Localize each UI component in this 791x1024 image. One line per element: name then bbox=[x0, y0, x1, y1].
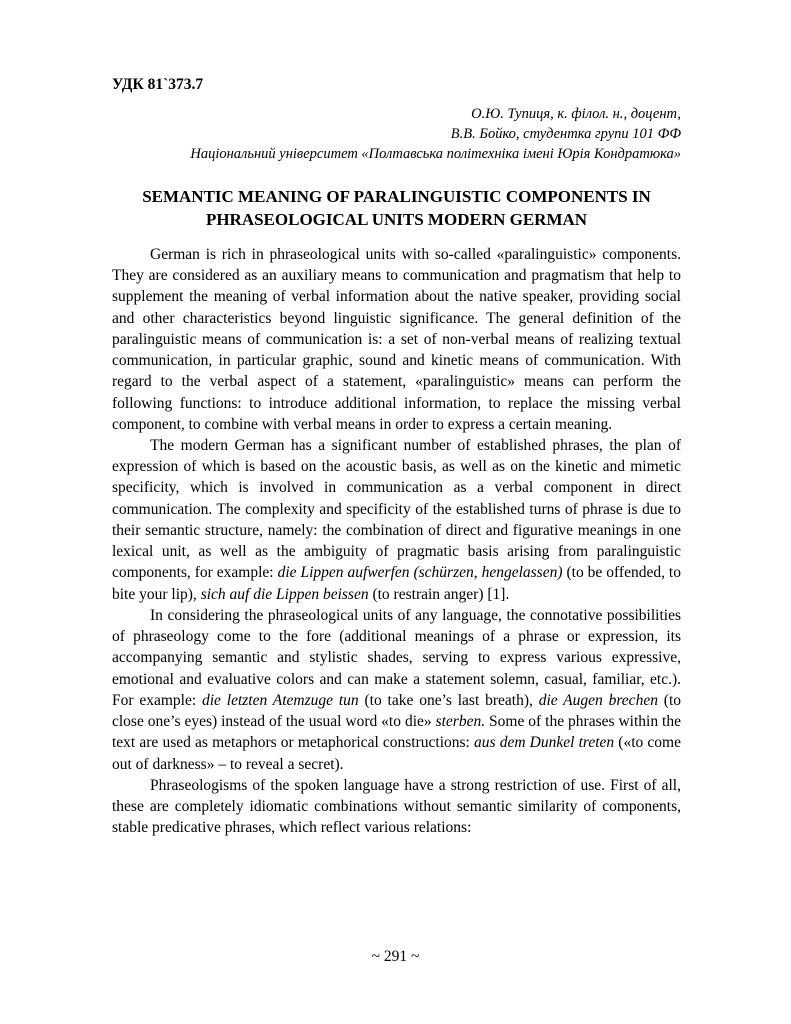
body-text-segment: (to close one’s eyes) instead of the usual word «to die» bbox=[112, 691, 681, 731]
affiliation-line: Національний університет «Полтавська політехніка імені Юрія Кондратюка» bbox=[190, 146, 681, 162]
emphasized-text: die Augen brechen bbox=[538, 691, 658, 709]
body-text-segment: German is rich in phraseological units with so-called «paralinguistic» components. They are considered as an auxiliary means to communication and pragmatism that help to supplement the meaning of verbal information about the native speaker, providing social and other characteristics beyond linguistic significance. The general definition of the paralinguistic means of communication is: a set of non-verbal means of realizing textual communication, in particular graphic, sound and kinetic means of communication. With regard to the verbal aspect of a statement, «paralinguistic» means can perform the following functions: to introduce additional information, to replace the missing verbal component, to combine with verbal means in order to express a certain meaning. bbox=[112, 245, 681, 433]
body-text-segment: (to take one’s last breath), bbox=[358, 691, 539, 709]
body-text-segment: The modern German has a significant number of established phrases, the plan of expression of which is based on the acoustic basis, as well as on the kinetic and mimetic specificity, which is involved in communication as a verbal component in direct communication. The complexity and specificity of the established turns of phrase is due to their semantic structure, namely: the combination of direct and figurative meanings in one lexical unit, as well as the ambiguity of pragmatic basis arising from paralinguistic components, for example: bbox=[112, 436, 681, 582]
author-block bbox=[112, 104, 681, 164]
body-text-segment: In considering the phraseological units of any language, the connotative possibilities of phraseology come to the fore (additional meanings of a phrase or expression, its accompanying semantic and stylistic shades, serving to express various expressive, emotional and evaluative colors and can make a statement solemn, casual, familiar, etc.). For example: bbox=[112, 606, 681, 709]
emphasized-text: aus dem Dunkel treten bbox=[474, 734, 615, 752]
body-text-segment: (to restrain anger) [1]. bbox=[368, 585, 510, 603]
author-line-2: В.В. Бойко, студентка групи 101 ФФ bbox=[450, 126, 681, 142]
emphasized-text: sterben. bbox=[435, 713, 486, 731]
body-text-segment: («to come out of darkness» – to reveal a secret). bbox=[112, 734, 681, 773]
emphasized-text: sich auf die Lippen beissen bbox=[200, 585, 369, 603]
page-number: ~ 291 ~ bbox=[371, 948, 420, 965]
body-text-segment: Some of the phrases within the text are used as metaphors or metaphorical constructions: bbox=[112, 713, 681, 752]
udc-code: УДК 81`373.7 bbox=[112, 76, 204, 93]
paragraph-4 bbox=[112, 775, 681, 839]
emphasized-text: die letzten Atemzuge tun bbox=[202, 691, 359, 709]
author-line-1: О.Ю. Тупиця, к. філол. н., доцент, bbox=[471, 106, 681, 122]
paragraph-2 bbox=[112, 435, 681, 605]
body-text-segment: (to be offended, to bite your lip), bbox=[112, 564, 681, 603]
paragraph-3 bbox=[112, 605, 681, 775]
paragraph-1 bbox=[112, 244, 681, 435]
paper-title: SEMANTIC MEANING OF PARALINGUISTIC COMPONENTS IN PHRASEOLOGICAL UNITS MODERN GERMAN bbox=[142, 187, 651, 229]
page-content bbox=[112, 76, 681, 838]
paper-body bbox=[112, 244, 681, 839]
body-text-segment: Phraseologisms of the spoken language have a strong restriction of use. First of all, these are completely idiomatic combinations without semantic similarity of components, stable predicative phrases, which reflect various relations: bbox=[112, 776, 681, 837]
emphasized-text: die Lippen aufwerfen (schürzen, hengelassen) bbox=[277, 564, 563, 582]
